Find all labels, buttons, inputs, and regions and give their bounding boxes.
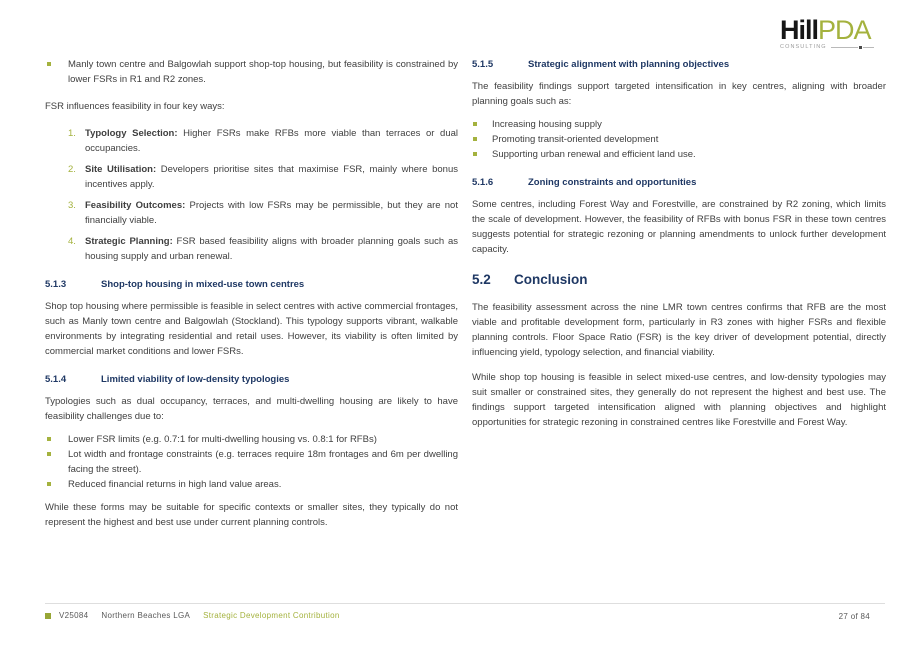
list-number: 1.	[68, 128, 76, 139]
list-text	[85, 198, 458, 228]
fsr-numbered-list	[45, 126, 458, 264]
bullet-text: Lot width and frontage constraints (e.g. terraces require 18m frontages and 6m per dwelling facing the street).	[68, 449, 458, 475]
bullet-text: Increasing housing supply	[492, 119, 602, 130]
bullet-item	[45, 477, 458, 492]
footer	[45, 611, 340, 621]
bullet-list-514	[45, 432, 458, 492]
list-number: 4.	[68, 236, 76, 247]
section-heading-513	[45, 277, 458, 292]
bullet-item	[472, 132, 886, 147]
list-rest: Projects with low FSRs may be permissible, but they are not financially viable.	[85, 200, 458, 226]
list-rest: FSR based feasibility aligns with broader planning goals such as housing supply and urban renewal.	[85, 236, 458, 262]
list-text	[85, 234, 458, 264]
page-number: 27 of 84	[838, 612, 870, 621]
footer-project-code: V25084	[59, 611, 89, 620]
bullet-square-icon	[473, 122, 477, 126]
bullet-item	[472, 117, 886, 132]
heading-number: 5.1.5	[472, 59, 494, 70]
list-term: Strategic Planning:	[85, 236, 173, 247]
heading-number: 5.2	[472, 272, 491, 287]
bullet-square-icon	[47, 452, 51, 456]
section-heading-516	[472, 175, 886, 190]
bullet-item	[472, 147, 886, 162]
list-text	[85, 162, 458, 192]
footer-divider	[45, 603, 885, 604]
list-term: Site Utilisation:	[85, 164, 157, 175]
logo-hill-text: Hill	[780, 15, 819, 45]
heading-title: Conclusion	[514, 272, 588, 287]
logo-rule-line	[831, 47, 858, 48]
conclusion-paragraph-2: While shop top housing is feasible in select mixed-use centres, and low-density typologies may suit smaller or constrained sites, they generally do not represent the highest and best use. The findings support targeted intensification aligned with planning objectives and highlight opportunities for strategic rezoning in constrained centres like Forestville and Forest Way.	[472, 372, 886, 428]
heading-title: Strategic alignment with planning objectives	[528, 59, 730, 70]
section-heading-515	[472, 57, 886, 72]
bullet-square-icon	[47, 482, 51, 486]
bullet-text: Manly town centre and Balgowlah support shop-top housing, but feasibility is constrained by lower FSRs in R1 and R2 zones.	[68, 59, 458, 85]
heading-number: 5.1.3	[45, 279, 67, 290]
list-rest: Higher FSRs make RFBs more viable than terraces or dual occupancies.	[85, 128, 458, 154]
footer-square-icon	[45, 613, 51, 619]
footer-lga-name: Northern Beaches LGA	[101, 611, 191, 620]
list-rest: Developers prioritise sites that maximise FSR, mainly where bonus incentives apply.	[85, 164, 458, 190]
numbered-item-3	[45, 198, 458, 228]
bullet-text: Promoting transit-oriented development	[492, 134, 659, 145]
numbered-item-4	[45, 234, 458, 264]
list-number: 3.	[68, 200, 76, 211]
closing-paragraph-514: While these forms may be suitable for specific contexts or smaller sites, they typically do not represent the highest and best use under current planning controls.	[45, 502, 458, 528]
bullet-list-515	[472, 117, 886, 162]
bullet-square-icon	[47, 437, 51, 441]
bullet-square-icon	[47, 62, 51, 66]
footer-document-title: Strategic Development Contribution	[203, 611, 340, 620]
list-term: Typology Selection:	[85, 128, 178, 139]
logo-wordmark	[780, 17, 874, 44]
bullet-text: Supporting urban renewal and efficient land use.	[492, 149, 696, 160]
numbered-item-2	[45, 162, 458, 192]
conclusion-paragraph-1: The feasibility assessment across the nine LMR town centres confirms that RFB are the most viable and profitable development form, particularly in R3 zones with higher FSRs and flexible planning controls. Floor Space Ratio (FSR) is the key driver of development potential, directly influencing yield, typology selection, and financial viability.	[472, 302, 886, 358]
logo-square-icon	[859, 46, 862, 49]
right-column	[472, 57, 886, 438]
heading-title: Limited viability of low-density typologies	[101, 374, 290, 385]
heading-title: Zoning constraints and opportunities	[528, 177, 697, 188]
heading-title: Shop-top housing in mixed-use town centres	[101, 279, 305, 290]
hillpda-logo	[780, 17, 874, 50]
list-term: Feasibility Outcomes:	[85, 200, 186, 211]
paragraph-516: Some centres, including Forest Way and Forestville, are constrained by R2 zoning, which limits the scale of development. However, the feasibility of RFBs with bonus FSR in these town centres suggests potential for strategic rezoning or planning amendments to unlock further development capacity.	[472, 199, 886, 255]
bullet-item	[45, 432, 458, 447]
bullet-square-icon	[473, 137, 477, 141]
fsr-intro-paragraph: FSR influences feasibility in four key ways:	[45, 101, 225, 112]
numbered-item-1	[45, 126, 458, 156]
bullet-text: Lower FSR limits (e.g. 0.7:1 for multi-dwelling housing vs. 0.8:1 for RFBs)	[68, 434, 377, 445]
section-heading-52-conclusion	[472, 271, 886, 288]
bullet-text: Reduced financial returns in high land value areas.	[68, 479, 282, 490]
list-number: 2.	[68, 164, 76, 175]
paragraph-513: Shop top housing where permissible is feasible in select centres with active commercial frontages, such as Manly town centre and Balgowlah (Stockland). This typology supports vibrant, walkable environments by integrating residential and retail uses. However, its viability is often limited by commercial market conditions and lower FSRs.	[45, 301, 458, 357]
logo-tagline-text: CONSULTING	[780, 44, 827, 50]
heading-number: 5.1.4	[45, 374, 67, 385]
paragraph-515: The feasibility findings support targeted intensification in key centres, aligning with broader planning goals such as:	[472, 81, 886, 107]
section-heading-514	[45, 372, 458, 387]
list-text	[85, 126, 458, 156]
paragraph-514: Typologies such as dual occupancy, terraces, and multi-dwelling housing are likely to have feasibility challenges due to:	[45, 396, 458, 422]
logo-rule-line-end	[863, 47, 874, 48]
logo-pda-text: PDA	[818, 15, 871, 45]
intro-bullet-item	[45, 57, 458, 87]
bullet-square-icon	[473, 152, 477, 156]
heading-number: 5.1.6	[472, 177, 494, 188]
bullet-item	[45, 447, 458, 477]
left-column	[45, 57, 458, 538]
